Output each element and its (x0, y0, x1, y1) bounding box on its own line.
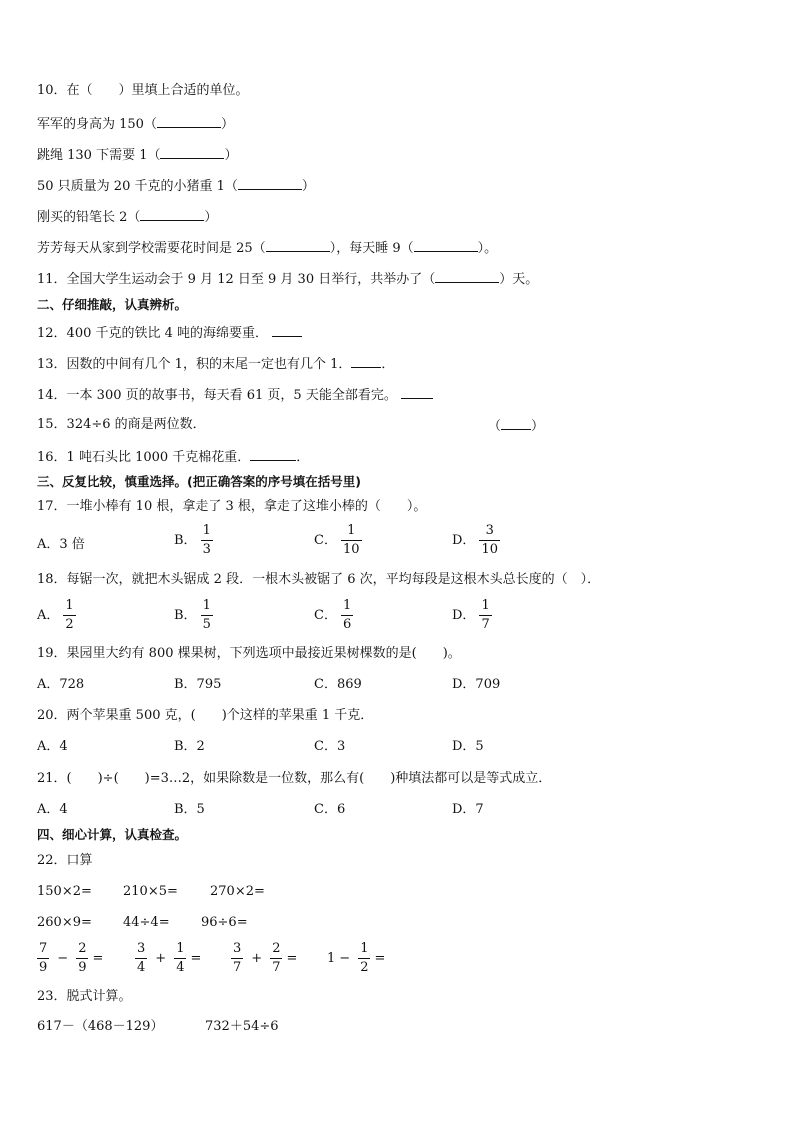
q10-stem: 10．在（ ）里填上合适的单位。 (37, 83, 249, 98)
answer-blank[interactable] (351, 354, 381, 368)
fraction (479, 523, 500, 558)
q17-option-a[interactable] (37, 536, 85, 554)
q10-item-1 (37, 114, 234, 134)
step-calc-expr-1: 617－（468－129） (37, 1019, 164, 1034)
option-c-label: C． (314, 533, 337, 548)
fraction-calc-4 (327, 941, 385, 976)
section-4-heading: 四、细心计算，认真检查。 (37, 827, 188, 842)
numerator: 2 (272, 941, 281, 956)
numerator: 1 (342, 598, 352, 613)
q15-text: 15．324÷6 的商是两位数． (37, 417, 206, 432)
denominator: 6 (342, 617, 352, 632)
answer-blank[interactable] (160, 145, 224, 159)
close-paren: ） (301, 179, 315, 194)
fraction (201, 523, 213, 558)
section-3-heading: 三、反复比较，慎重选择。(把正确答案的序号填在括号里) (37, 474, 361, 489)
denominator: 9 (78, 960, 87, 975)
q21-option-a[interactable]: A．4 (37, 802, 68, 817)
q17-option-d[interactable] (452, 523, 504, 558)
close-paren: ） (220, 117, 234, 132)
q10-item-3 (37, 176, 315, 196)
q14 (37, 385, 433, 405)
q17-option-c[interactable] (314, 523, 366, 558)
fraction-calc-2 (131, 941, 201, 976)
q21-option-d[interactable]: D．7 (452, 802, 484, 817)
numerator: 1 (347, 523, 356, 538)
q10-item-2-text: 跳绳 130 下需要 1（ (37, 148, 161, 163)
numerator: 3 (485, 523, 494, 538)
denominator: 7 (481, 617, 490, 632)
option-d-label: D． (452, 608, 476, 623)
fraction (270, 941, 282, 976)
q10-item-5-text-b: ），每天睡 9（ (329, 241, 414, 256)
fraction (37, 941, 49, 976)
answer-blank[interactable] (238, 176, 302, 190)
equals-sign: = (92, 951, 104, 966)
q21-stem: 21．( )÷( )=3…2，如果除数是一位数，那么有( )种填法都可以是等式成立． (37, 771, 552, 786)
numerator: 3 (233, 941, 242, 956)
q23-title: 23．脱式计算。 (37, 989, 132, 1004)
q17-stem: 17．一堆小棒有 10 根，拿走了 3 根，拿走了这堆小棒的（ ）。 (37, 499, 427, 514)
fraction-calc-3 (227, 941, 297, 976)
oral-calc-item: 210×5= (123, 884, 178, 899)
q10-item-4 (37, 207, 217, 227)
q18-stem: 18．每锯一次，就把木头锯成 2 段．一根木头被锯了 6 次，平均每段是这根木头总长度的（ ）． (37, 572, 601, 587)
oral-calc-item: 44÷4= (123, 915, 170, 930)
option-b-label: B． (174, 533, 197, 548)
step-calc-expr-2: 732＋54÷6 (205, 1019, 279, 1034)
q20-option-b[interactable]: B．2 (174, 739, 205, 754)
q18-option-a[interactable] (37, 598, 80, 633)
q10-item-3-text: 50 只质量为 20 千克的小猪重 1（ (37, 179, 238, 194)
q13-text: 13．因数的中间有几个 1，积的末尾一定也有几个 1． (37, 357, 352, 372)
q10-item-5 (37, 238, 497, 258)
answer-blank[interactable] (157, 114, 221, 128)
q19-option-d[interactable]: D．709 (452, 677, 501, 692)
answer-blank[interactable] (272, 323, 302, 337)
denominator: 4 (176, 960, 185, 975)
q18-option-b[interactable] (174, 598, 217, 633)
numerator: 1 (481, 598, 490, 613)
q12-text: 12．400 千克的铁比 4 吨的海绵要重． (37, 326, 269, 341)
q11 (37, 269, 538, 289)
operator: + (155, 951, 167, 966)
q13 (37, 354, 394, 374)
close-paren: ） (531, 419, 545, 434)
answer-blank[interactable] (266, 238, 330, 252)
operator: − (57, 951, 69, 966)
numerator: 3 (137, 941, 146, 956)
fraction (201, 598, 213, 633)
q10-item-5-text-a: 芳芳每天从家到学校需要花时间是 25（ (37, 241, 266, 256)
q18-option-d[interactable] (452, 598, 496, 633)
q15-answer (488, 416, 544, 436)
oral-calc-item: 270×2= (210, 884, 265, 899)
denominator: 5 (202, 617, 211, 632)
option-b-label: B． (174, 608, 197, 623)
denominator: 10 (481, 542, 498, 557)
q16 (37, 447, 309, 467)
numerator: 1 (202, 523, 211, 538)
denominator: 7 (233, 960, 242, 975)
close-paren: ） (224, 148, 238, 163)
numerator: 1 (360, 941, 369, 956)
q10-item-2 (37, 145, 238, 165)
oral-calc-item: 96÷6= (201, 915, 248, 930)
q10-item-4-text: 刚买的铅笔长 2（ (37, 210, 141, 225)
equals-sign: = (190, 951, 202, 966)
q22-title: 22．口算 (37, 853, 93, 868)
section-2-heading: 二、仔细推敲，认真辨析。 (37, 297, 188, 312)
numerator: 1 (65, 598, 74, 613)
denominator: 7 (272, 960, 281, 975)
equals-sign: = (286, 951, 298, 966)
numerator: 1 (176, 941, 185, 956)
fraction (76, 941, 88, 976)
q19-option-b[interactable]: B．795 (174, 677, 222, 692)
equals-sign: = (374, 951, 386, 966)
q20-option-d[interactable]: D．5 (452, 739, 484, 754)
denominator: 10 (342, 542, 360, 557)
oral-calc-item: 260×9= (37, 915, 92, 930)
q18-option-c[interactable] (314, 598, 357, 633)
denominator: 3 (202, 542, 211, 557)
fraction (174, 941, 186, 976)
answer-blank[interactable] (140, 207, 204, 221)
denominator: 2 (360, 960, 369, 975)
q10-item-5-text-c: ）。 (477, 241, 498, 256)
answer-blank[interactable] (401, 385, 433, 399)
q17-option-b[interactable] (174, 523, 217, 558)
option-c-label: C． (314, 608, 337, 623)
fraction (341, 598, 353, 633)
option-d-label: D． (452, 533, 476, 548)
whole-number: 1 (327, 951, 336, 966)
denominator: 4 (137, 960, 146, 975)
q20-option-a[interactable]: A．4 (37, 739, 68, 754)
operator: − (339, 951, 351, 966)
q19-option-c[interactable]: C．869 (314, 677, 362, 692)
q10-item-1-text: 军军的身高为 150（ (37, 117, 157, 132)
numerator: 1 (202, 598, 211, 613)
numerator: 2 (78, 941, 87, 956)
fraction-calc-1 (33, 941, 103, 976)
operator: + (251, 951, 263, 966)
q13-period: ． (381, 357, 395, 372)
q20-stem: 20．两个苹果重 500 克，( )个这样的苹果重 1 千克． (37, 708, 374, 723)
answer-blank[interactable] (435, 269, 499, 283)
answer-blank[interactable] (501, 416, 531, 430)
q14-text: 14．一本 300 页的故事书，每天看 61 页，5 天能全部看完。 (37, 388, 397, 403)
oral-calc-item: 150×2= (37, 884, 92, 899)
q12 (37, 323, 302, 343)
q20-option-c[interactable]: C．3 (314, 739, 346, 754)
option-a-text: A．3 倍 (37, 537, 85, 552)
answer-blank[interactable] (250, 447, 296, 461)
denominator: 2 (65, 617, 74, 632)
fraction (341, 523, 362, 558)
q21-option-b[interactable]: B．5 (174, 802, 205, 817)
q16-period: ． (296, 450, 310, 465)
q19-stem: 19．果园里大约有 800 棵果树，下列选项中最接近果树棵数的是( )。 (37, 646, 461, 661)
close-paren: ） (204, 210, 218, 225)
option-a-label: A． (37, 608, 60, 623)
fraction (135, 941, 147, 976)
q15 (37, 416, 206, 434)
denominator: 9 (39, 960, 48, 975)
fraction (231, 941, 243, 976)
answer-blank[interactable] (414, 238, 478, 252)
fraction (479, 598, 491, 633)
numerator: 7 (39, 941, 48, 956)
q11-text-a: 11．全国大学生运动会于 9 月 12 日至 9 月 30 日举行，共举办了（ (37, 272, 436, 287)
q16-text: 16．1 吨石头比 1000 千克棉花重． (37, 450, 251, 465)
q21-option-c[interactable]: C．6 (314, 802, 346, 817)
open-paren: （ (488, 419, 502, 434)
fraction (63, 598, 75, 633)
q11-text-b: ）天。 (499, 272, 539, 287)
q19-option-a[interactable]: A．728 (37, 677, 85, 692)
fraction (358, 941, 370, 976)
